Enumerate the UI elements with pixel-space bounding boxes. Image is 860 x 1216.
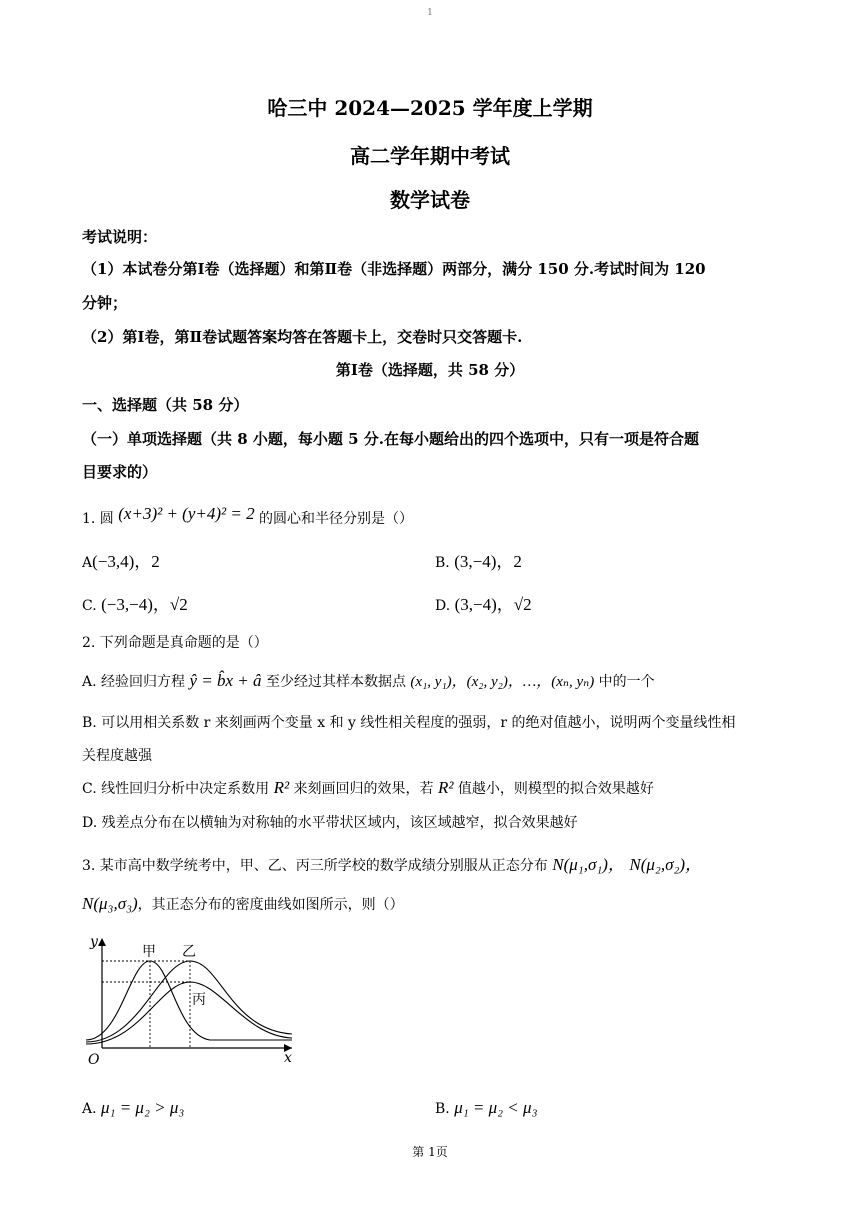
q2-option-d: D. 残差点分布在以横轴为对称轴的水平带状区域内，该区域越窄，拟合效果越好 (82, 815, 578, 831)
q3-stem-text-2: ，其正态分布的密度曲线如图所示，则（） (137, 897, 404, 913)
q1-option-a-text: (−3,4)，2 (92, 552, 160, 571)
instructions-item1: （1）本试卷分第Ⅰ卷（选择题）和第Ⅱ卷（非选择题）两部分，满分 150 分.考试时间为 120 (82, 260, 706, 278)
q3-option-a (82, 1098, 184, 1118)
question-1-equation: (x+3)² + (y+4)² = 2 (118, 504, 255, 523)
y-axis-label: y (90, 934, 98, 950)
q1-option-d (435, 590, 532, 615)
question-2-stem: 2. 下列命题是真命题的是（） (82, 635, 268, 651)
q2-option-c-mid: 来刻画回归的效果，若 (293, 781, 434, 797)
subsection-title-cont: 目要求的） (82, 463, 158, 481)
q1-option-c-text: (−3,−4)，√2 (101, 595, 188, 614)
q1-option-b-label: B. (435, 555, 450, 571)
question-1-number: 1. 圆 (82, 511, 114, 527)
exam-title-line3: 数学试卷 (390, 188, 470, 212)
q1-option-d-text: (3,−4)，√2 (454, 595, 532, 614)
x-axis-label: x (284, 1050, 292, 1066)
q3-option-b (435, 1098, 537, 1118)
y-axis-arrow (98, 938, 106, 946)
q3-option-b-label: B. (435, 1101, 450, 1117)
exam-title-line1: 哈三中 2024—2025 学年度上学期 (267, 96, 593, 120)
curve-yi (86, 961, 292, 1042)
q3-option-a-text: μ₁ = μ₂ > μ₃ (101, 1098, 185, 1117)
q2-option-a (82, 670, 655, 691)
instructions-heading: 考试说明： (82, 228, 158, 246)
q2-option-c-prefix: C. 线性回归分析中决定系数用 (82, 781, 270, 797)
q3-option-a-label: A. (82, 1101, 97, 1117)
instructions-item1-cont: 分钟； (82, 294, 128, 312)
q2-r-squared-2: R² (437, 778, 454, 797)
q3-distribution-3: N(μ₃,σ₃) (82, 894, 138, 913)
q1-option-a (82, 547, 160, 572)
q2-sample-points: (x₁, y₁)，(x₂, y₂)，…，(xₙ, yₙ) (410, 674, 595, 690)
instructions-item2: （2）第Ⅰ卷，第Ⅱ卷试题答案均答在答题卡上，交卷时只交答题卡. (82, 328, 523, 346)
q3-distribution-2: N(μ₂,σ₂)， (629, 855, 703, 874)
q2-r-squared: R² (273, 778, 290, 797)
header-mark: 1 (427, 8, 433, 18)
normal-density-figure (80, 930, 300, 1075)
page-footer: 第 1页 (412, 1145, 448, 1159)
curve-label-yi: 乙 (182, 944, 196, 960)
q1-option-b-text: (3,−4)，2 (454, 552, 522, 571)
q3-option-b-text: μ₁ = μ₂ < μ₃ (454, 1098, 538, 1117)
q2-option-b-cont: 关程度越强 (82, 748, 152, 764)
question-3-stem-cont (82, 894, 404, 914)
q1-option-a-label: A (82, 555, 93, 571)
q2-option-a-mid: 至少经过其样本数据点 (265, 674, 406, 690)
exam-title-line2: 高二学年期中考试 (350, 144, 510, 168)
origin-label: O (88, 1052, 100, 1068)
part-title: 一、选择题（共 58 分） (82, 396, 249, 414)
question-3-stem (82, 850, 702, 875)
q2-option-b: B. 可以用相关系数 r 来刻画两个变量 x 和 y 线性相关程度的强弱，r 的绝对值越小，说明两个变量线性相 (82, 715, 736, 731)
curve-label-bing: 丙 (192, 992, 206, 1008)
q2-option-c (82, 778, 654, 798)
q2-option-c-suffix: 值越小，则模型的拟合效果越好 (457, 781, 654, 797)
curve-label-jia: 甲 (142, 944, 156, 960)
q1-option-b (435, 547, 522, 572)
q1-option-d-label: D. (435, 598, 451, 614)
q1-option-c (82, 590, 188, 615)
q1-option-c-label: C. (82, 598, 97, 614)
q3-stem-text: 3. 某市高中数学统考中，甲、乙、丙三所学校的数学成绩分别服从正态分布 (82, 858, 548, 874)
q3-distribution-1: N(μ₁,σ₁)， (552, 855, 625, 874)
q2-option-a-prefix: A. 经验回归方程 (82, 674, 186, 690)
q2-option-a-suffix: 中的一个 (598, 674, 655, 690)
question-1 (82, 504, 414, 528)
subsection-title: （一）单项选择题（共 8 小题，每小题 5 分.在每小题给出的四个选项中，只有一项是符合题 (82, 430, 699, 448)
q2-regression-equation: ŷ = b̂x + â (189, 671, 262, 690)
question-1-stem: 的圆心和半径分别是（） (259, 511, 414, 527)
volume-title: 第Ⅰ卷（选择题，共 58 分） (335, 361, 525, 379)
